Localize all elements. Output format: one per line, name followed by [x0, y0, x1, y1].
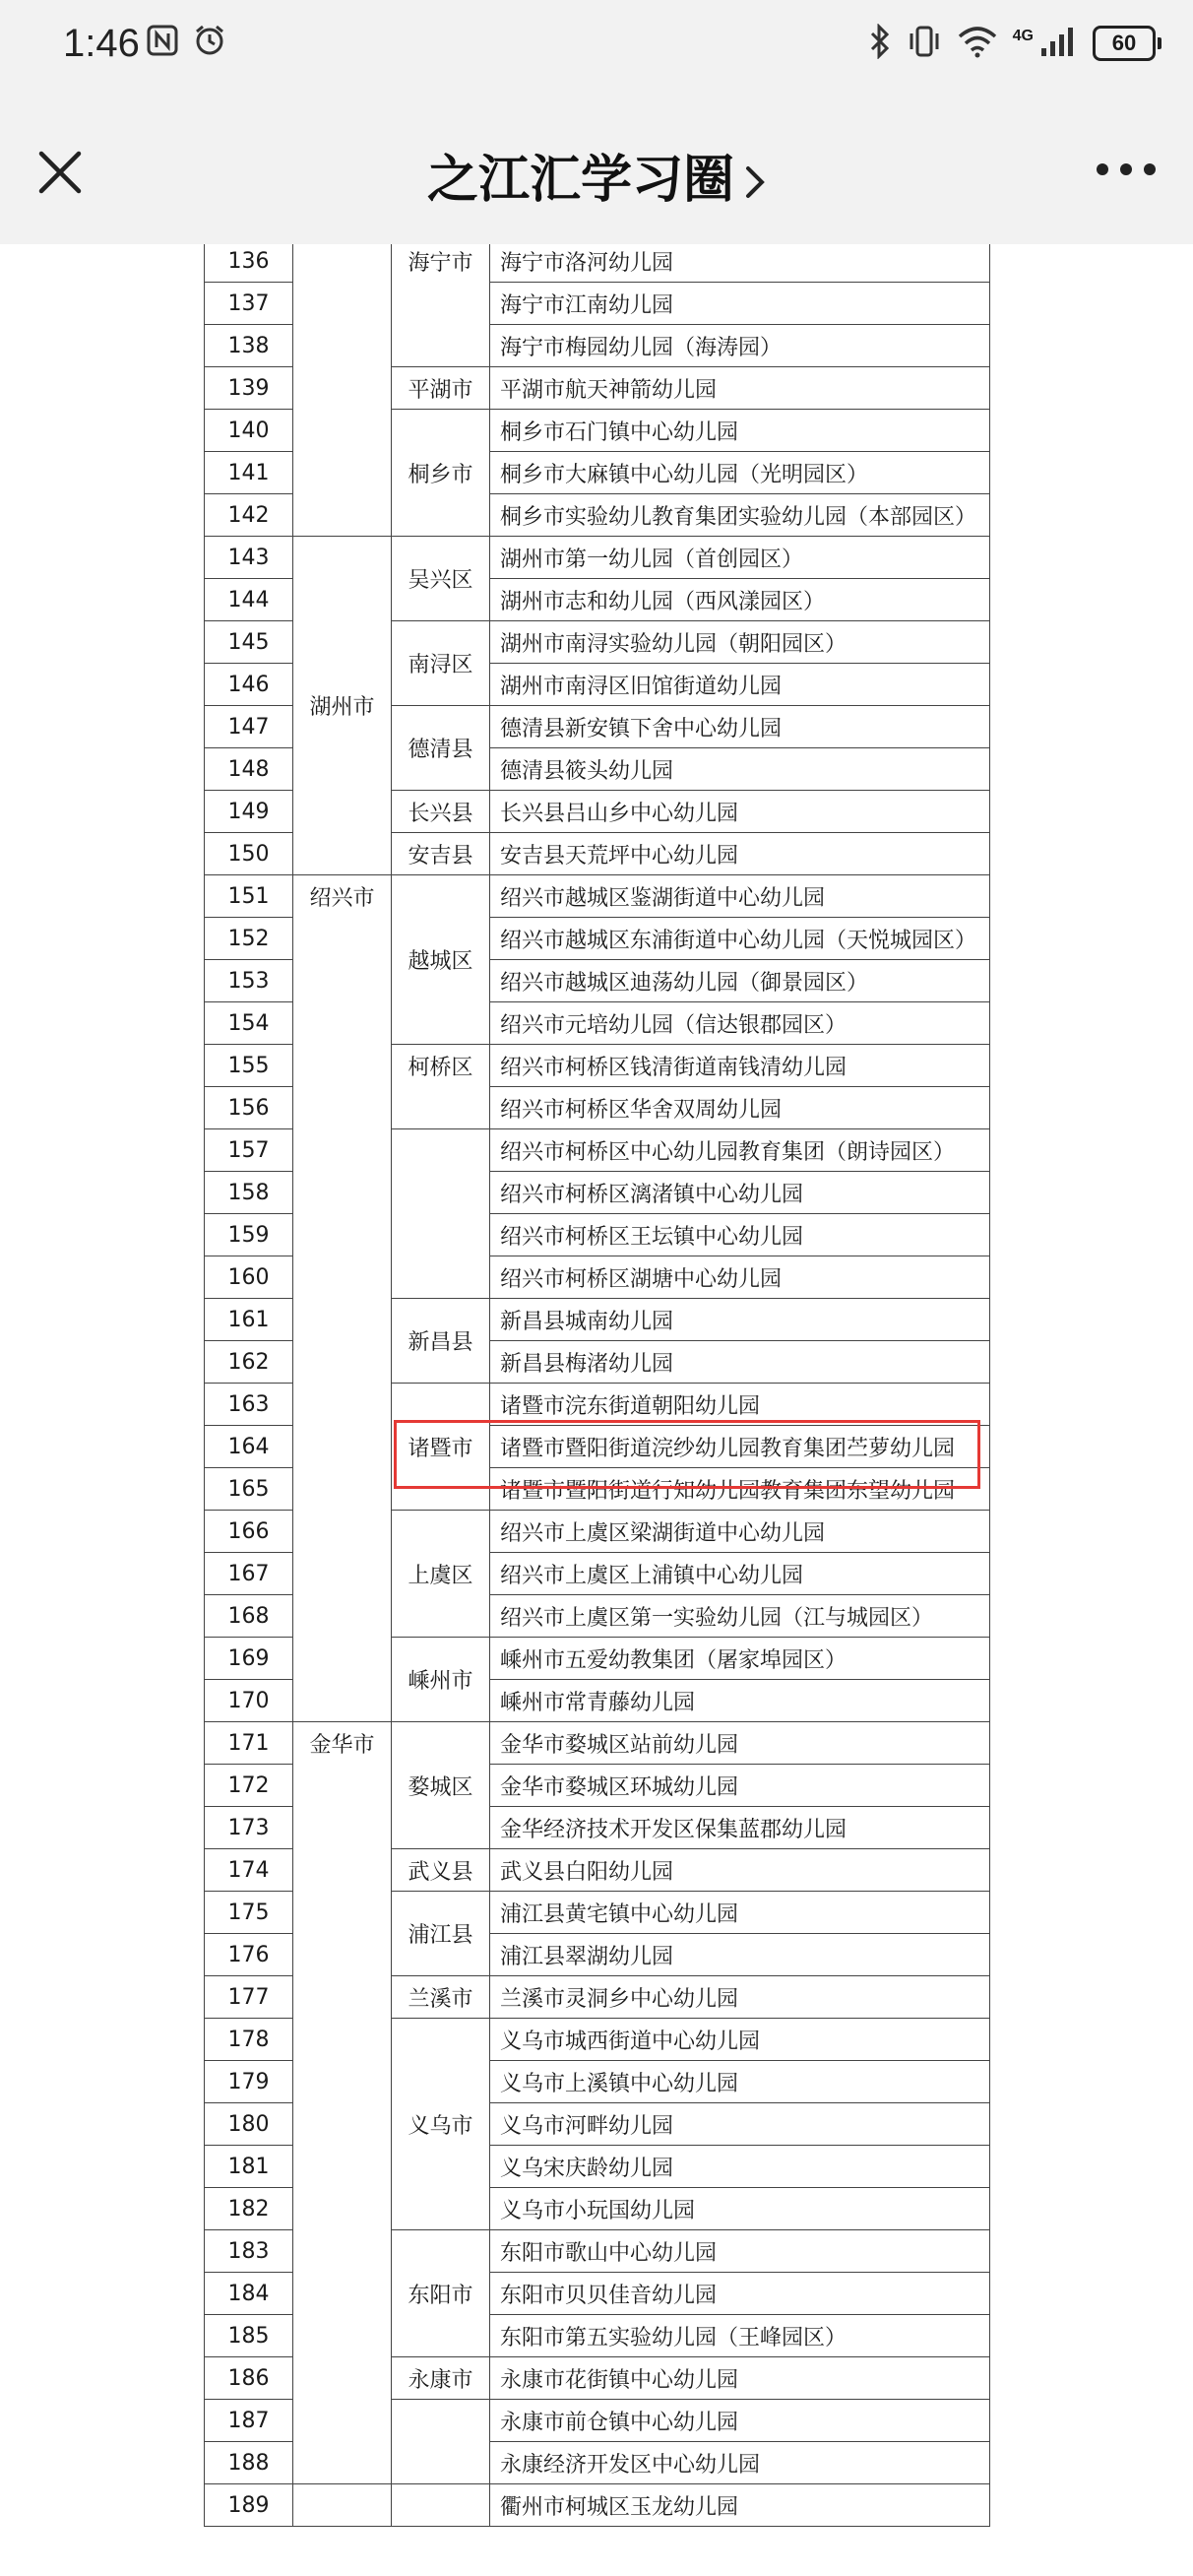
district-cell: 吴兴区	[392, 537, 490, 621]
school-name: 湖州市南浔实验幼儿园（朝阳园区）	[490, 621, 990, 664]
school-name: 永康市前仓镇中心幼儿园	[490, 2400, 990, 2442]
bluetooth-icon	[869, 24, 891, 63]
row-number: 169	[205, 1638, 293, 1680]
school-name: 绍兴市越城区鉴湖街道中心幼儿园	[490, 875, 990, 918]
row-number: 149	[205, 791, 293, 833]
table-row	[205, 875, 990, 918]
school-name: 桐乡市大麻镇中心幼儿园（光明园区）	[490, 452, 990, 494]
school-name: 绍兴市柯桥区中心幼儿园教育集团（朗诗园区）	[490, 1129, 990, 1172]
row-number: 161	[205, 1299, 293, 1341]
vibrate-icon	[907, 24, 942, 63]
school-name: 衢州市柯城区玉龙幼儿园	[490, 2484, 990, 2527]
school-name: 诸暨市浣东街道朝阳幼儿园	[490, 1384, 990, 1426]
row-number: 136	[205, 244, 293, 283]
district-cell: 嵊州市	[392, 1638, 490, 1722]
district-cell: 越城区	[392, 875, 490, 1045]
row-number: 162	[205, 1341, 293, 1384]
district-cell: 新昌县	[392, 1299, 490, 1384]
school-name: 绍兴市上虞区上浦镇中心幼儿园	[490, 1553, 990, 1595]
row-number: 156	[205, 1087, 293, 1129]
row-number: 179	[205, 2061, 293, 2103]
row-number: 150	[205, 833, 293, 875]
district-cell: 德清县	[392, 706, 490, 791]
row-number: 151	[205, 875, 293, 918]
school-name: 长兴县吕山乡中心幼儿园	[490, 791, 990, 833]
row-number: 148	[205, 748, 293, 791]
school-name: 绍兴市柯桥区漓渚镇中心幼儿园	[490, 1172, 990, 1214]
school-name: 绍兴市柯桥区王坛镇中心幼儿园	[490, 1214, 990, 1256]
school-name: 桐乡市石门镇中心幼儿园	[490, 410, 990, 452]
row-number: 142	[205, 494, 293, 537]
chevron-right-icon	[744, 154, 766, 213]
school-name: 义乌市上溪镇中心幼儿园	[490, 2061, 990, 2103]
school-name: 嵊州市常青藤幼儿园	[490, 1680, 990, 1722]
district-cell: 婺城区	[392, 1722, 490, 1849]
row-number: 180	[205, 2103, 293, 2146]
school-name: 东阳市贝贝佳音幼儿园	[490, 2273, 990, 2315]
district-cell: 柯桥区	[392, 1045, 490, 1129]
school-name: 诸暨市暨阳街道行知幼儿园教育集团东望幼儿园	[490, 1468, 990, 1511]
school-name: 安吉县天荒坪中心幼儿园	[490, 833, 990, 875]
school-name: 义乌市城西街道中心幼儿园	[490, 2019, 990, 2061]
district-cell: 桐乡市	[392, 410, 490, 537]
school-name: 绍兴市上虞区第一实验幼儿园（江与城园区）	[490, 1595, 990, 1638]
wifi-icon	[958, 25, 997, 62]
district-cell	[392, 2400, 490, 2484]
row-number: 157	[205, 1129, 293, 1172]
row-number: 144	[205, 579, 293, 621]
school-name: 义乌宋庆龄幼儿园	[490, 2146, 990, 2188]
table-row	[205, 1722, 990, 1765]
school-name: 德清县新安镇下舍中心幼儿园	[490, 706, 990, 748]
row-number: 137	[205, 283, 293, 325]
school-name: 嵊州市五爱幼教集团（屠家埠园区）	[490, 1638, 990, 1680]
school-name: 绍兴市元培幼儿园（信达银郡园区）	[490, 1002, 990, 1045]
school-name: 金华市婺城区站前幼儿园	[490, 1722, 990, 1765]
row-number: 143	[205, 537, 293, 579]
signal-icon	[1039, 25, 1077, 62]
row-number: 184	[205, 2273, 293, 2315]
district-cell: 诸暨市	[392, 1384, 490, 1511]
city-cell: 绍兴市	[293, 875, 392, 1722]
school-name: 永康市花街镇中心幼儿园	[490, 2357, 990, 2400]
district-cell: 东阳市	[392, 2230, 490, 2357]
row-number: 159	[205, 1214, 293, 1256]
row-number: 152	[205, 918, 293, 960]
row-number: 167	[205, 1553, 293, 1595]
district-cell: 武义县	[392, 1849, 490, 1892]
more-icon	[1144, 163, 1156, 175]
school-name: 绍兴市柯桥区钱清街道南钱清幼儿园	[490, 1045, 990, 1087]
district-cell: 平湖市	[392, 367, 490, 410]
city-cell	[293, 244, 392, 537]
school-name: 平湖市航天神箭幼儿园	[490, 367, 990, 410]
row-number: 171	[205, 1722, 293, 1765]
more-icon	[1097, 163, 1108, 175]
school-table-wrap	[204, 244, 989, 2527]
school-name: 绍兴市越城区迪荡幼儿园（御景园区）	[490, 960, 990, 1002]
district-cell: 上虞区	[392, 1511, 490, 1638]
district-cell	[392, 1129, 490, 1299]
school-name: 海宁市江南幼儿园	[490, 283, 990, 325]
district-cell: 义乌市	[392, 2019, 490, 2230]
row-number: 158	[205, 1172, 293, 1214]
school-name: 新昌县梅渚幼儿园	[490, 1341, 990, 1384]
school-name: 义乌市小玩国幼儿园	[490, 2188, 990, 2230]
school-name: 绍兴市柯桥区湖塘中心幼儿园	[490, 1256, 990, 1299]
district-cell: 长兴县	[392, 791, 490, 833]
school-name: 桐乡市实验幼儿教育集团实验幼儿园（本部园区）	[490, 494, 990, 537]
row-number: 185	[205, 2315, 293, 2357]
row-number: 178	[205, 2019, 293, 2061]
more-button[interactable]	[1097, 163, 1156, 175]
article-content[interactable]	[0, 244, 1193, 2576]
page-title: 之江汇学习圈	[426, 151, 734, 210]
row-number: 173	[205, 1807, 293, 1849]
school-name: 绍兴市柯桥区华舍双周幼儿园	[490, 1087, 990, 1129]
school-name: 东阳市歌山中心幼儿园	[490, 2230, 990, 2273]
row-number: 186	[205, 2357, 293, 2400]
school-table	[204, 244, 990, 2527]
school-name: 浦江县翠湖幼儿园	[490, 1934, 990, 1976]
city-cell	[293, 2484, 392, 2527]
school-name: 兰溪市灵洞乡中心幼儿园	[490, 1976, 990, 2019]
row-number: 166	[205, 1511, 293, 1553]
school-name: 湖州市志和幼儿园（西风漾园区）	[490, 579, 990, 621]
row-number: 189	[205, 2484, 293, 2527]
school-name: 湖州市第一幼儿园（首创园区）	[490, 537, 990, 579]
row-number: 168	[205, 1595, 293, 1638]
status-bar	[0, 0, 1193, 95]
row-number: 145	[205, 621, 293, 664]
row-number: 163	[205, 1384, 293, 1426]
table-row	[205, 244, 990, 283]
row-number: 182	[205, 2188, 293, 2230]
alarm-icon	[193, 24, 226, 61]
row-number: 140	[205, 410, 293, 452]
row-number: 147	[205, 706, 293, 748]
row-number: 153	[205, 960, 293, 1002]
row-number: 188	[205, 2442, 293, 2484]
row-number: 187	[205, 2400, 293, 2442]
school-name: 新昌县城南幼儿园	[490, 1299, 990, 1341]
school-name: 海宁市洛河幼儿园	[490, 244, 990, 283]
battery-indicator: 60	[1093, 26, 1156, 61]
row-number: 176	[205, 1934, 293, 1976]
row-number: 172	[205, 1765, 293, 1807]
row-number: 177	[205, 1976, 293, 2019]
school-name: 金华市婺城区环城幼儿园	[490, 1765, 990, 1807]
status-time: 1:46	[63, 22, 140, 65]
district-cell: 浦江县	[392, 1892, 490, 1976]
school-name: 湖州市南浔区旧馆街道幼儿园	[490, 664, 990, 706]
row-number: 181	[205, 2146, 293, 2188]
network-label: 4G	[1012, 28, 1034, 44]
school-name: 绍兴市上虞区梁湖街道中心幼儿园	[490, 1511, 990, 1553]
table-row	[205, 537, 990, 579]
school-name: 德清县筱头幼儿园	[490, 748, 990, 791]
school-name: 永康经济开发区中心幼儿园	[490, 2442, 990, 2484]
row-number: 146	[205, 664, 293, 706]
nfc-icon	[146, 24, 179, 61]
school-name: 诸暨市暨阳街道浣纱幼儿园教育集团苎萝幼儿园	[490, 1426, 990, 1468]
more-icon	[1120, 163, 1132, 175]
school-name: 东阳市第五实验幼儿园（王峰园区）	[490, 2315, 990, 2357]
row-number: 183	[205, 2230, 293, 2273]
page-title-button[interactable]	[0, 138, 1193, 213]
district-cell: 南浔区	[392, 621, 490, 706]
district-cell: 兰溪市	[392, 1976, 490, 2019]
row-number: 139	[205, 367, 293, 410]
table-row	[205, 2484, 990, 2527]
row-number: 165	[205, 1468, 293, 1511]
school-name: 浦江县黄宅镇中心幼儿园	[490, 1892, 990, 1934]
row-number: 138	[205, 325, 293, 367]
school-name: 绍兴市越城区东浦街道中心幼儿园（天悦城园区）	[490, 918, 990, 960]
row-number: 154	[205, 1002, 293, 1045]
city-cell: 湖州市	[293, 537, 392, 875]
school-name: 海宁市梅园幼儿园（海涛园）	[490, 325, 990, 367]
row-number: 164	[205, 1426, 293, 1468]
row-number: 175	[205, 1892, 293, 1934]
district-cell: 海宁市	[392, 244, 490, 367]
row-number: 141	[205, 452, 293, 494]
row-number: 160	[205, 1256, 293, 1299]
title-bar	[0, 95, 1193, 244]
city-cell: 金华市	[293, 1722, 392, 2484]
row-number: 155	[205, 1045, 293, 1087]
school-name: 义乌市河畔幼儿园	[490, 2103, 990, 2146]
school-name: 金华经济技术开发区保集蓝郡幼儿园	[490, 1807, 990, 1849]
district-cell: 永康市	[392, 2357, 490, 2400]
school-name: 武义县白阳幼儿园	[490, 1849, 990, 1892]
district-cell: 安吉县	[392, 833, 490, 875]
district-cell	[392, 2484, 490, 2527]
row-number: 174	[205, 1849, 293, 1892]
row-number: 170	[205, 1680, 293, 1722]
